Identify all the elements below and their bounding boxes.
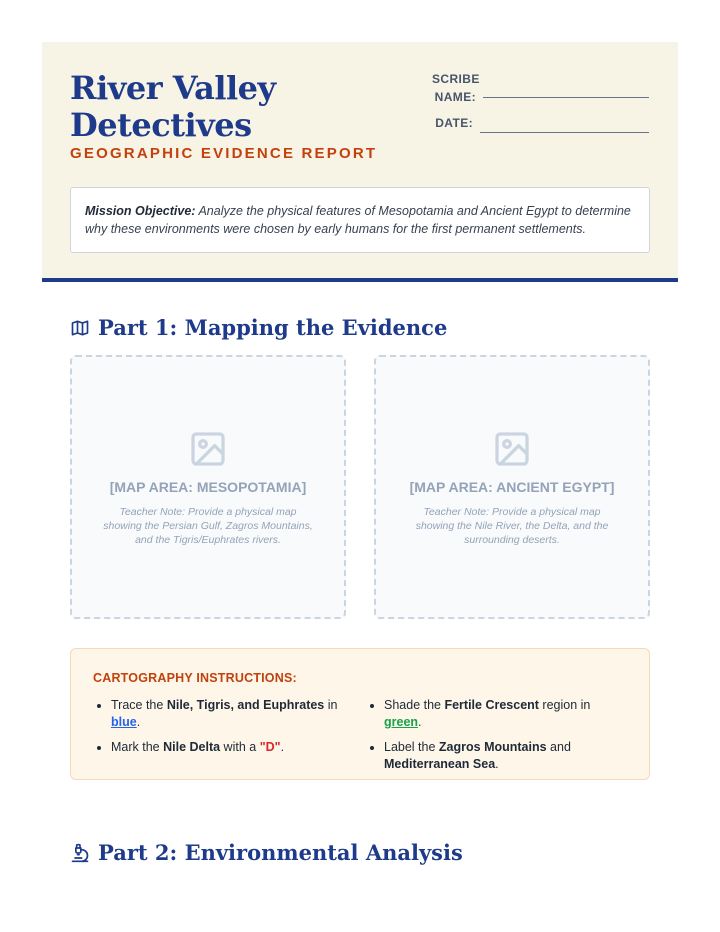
scribe-name-field[interactable]	[483, 97, 649, 98]
instruction-item: Label the Zagros Mountains and Mediterranean Sea.	[366, 739, 626, 773]
mission-label: Mission Objective:	[85, 204, 196, 218]
scribe-label-line2: NAME:	[434, 90, 476, 104]
teacher-note: Teacher Note: Provide a physical map showing the Persian Gulf, Zagros Mountains, and the Tigris/Euphrates rivers.	[103, 506, 313, 546]
cartography-instructions	[70, 648, 650, 780]
map-icon	[70, 318, 90, 338]
map-title: [MAP AREA: ANCIENT EGYPT]	[409, 479, 615, 495]
instructions-title: CARTOGRAPHY INSTRUCTIONS:	[93, 671, 297, 685]
map-area-egypt	[374, 355, 650, 619]
image-placeholder-icon	[492, 429, 532, 469]
page-title	[70, 70, 370, 144]
title-line-1: River Valley	[70, 69, 276, 107]
marker-d: "D"	[259, 740, 281, 754]
page-subtitle: GEOGRAPHIC EVIDENCE REPORT	[70, 145, 378, 162]
report-header	[42, 42, 678, 282]
instruction-item: Mark the Nile Delta with a "D".	[93, 739, 353, 756]
teacher-note: Teacher Note: Provide a physical map showing the Nile River, the Delta, and the surrounding deserts.	[415, 506, 609, 546]
instructions-column-right	[366, 697, 626, 781]
part1-title: Part 1: Mapping the Evidence	[98, 315, 448, 340]
date-label: DATE:	[435, 116, 473, 130]
part2-title: Part 2: Environmental Analysis	[98, 840, 463, 865]
color-word-green: green	[384, 715, 419, 729]
part2-heading	[70, 840, 463, 865]
image-placeholder-icon	[188, 429, 228, 469]
mission-text: Analyze the physical features of Mesopotamia and Ancient Egypt to determine why these environments were chosen by early humans for the first permanent settlements.	[85, 204, 631, 236]
date-field[interactable]	[480, 132, 649, 133]
microscope-icon	[70, 843, 90, 863]
title-line-2: Detectives	[70, 106, 252, 144]
scribe-label-line1: SCRIBE	[432, 72, 480, 86]
map-title: [MAP AREA: MESOPOTAMIA]	[109, 479, 307, 495]
instruction-item: Shade the Fertile Crescent region in green.	[366, 697, 626, 731]
color-word-blue: blue	[111, 715, 137, 729]
part1-heading	[70, 315, 447, 340]
instruction-item: Trace the Nile, Tigris, and Euphrates in blue.	[93, 697, 353, 731]
instructions-column-left	[93, 697, 353, 764]
map-area-mesopotamia	[70, 355, 346, 619]
mission-objective-box	[70, 187, 650, 253]
